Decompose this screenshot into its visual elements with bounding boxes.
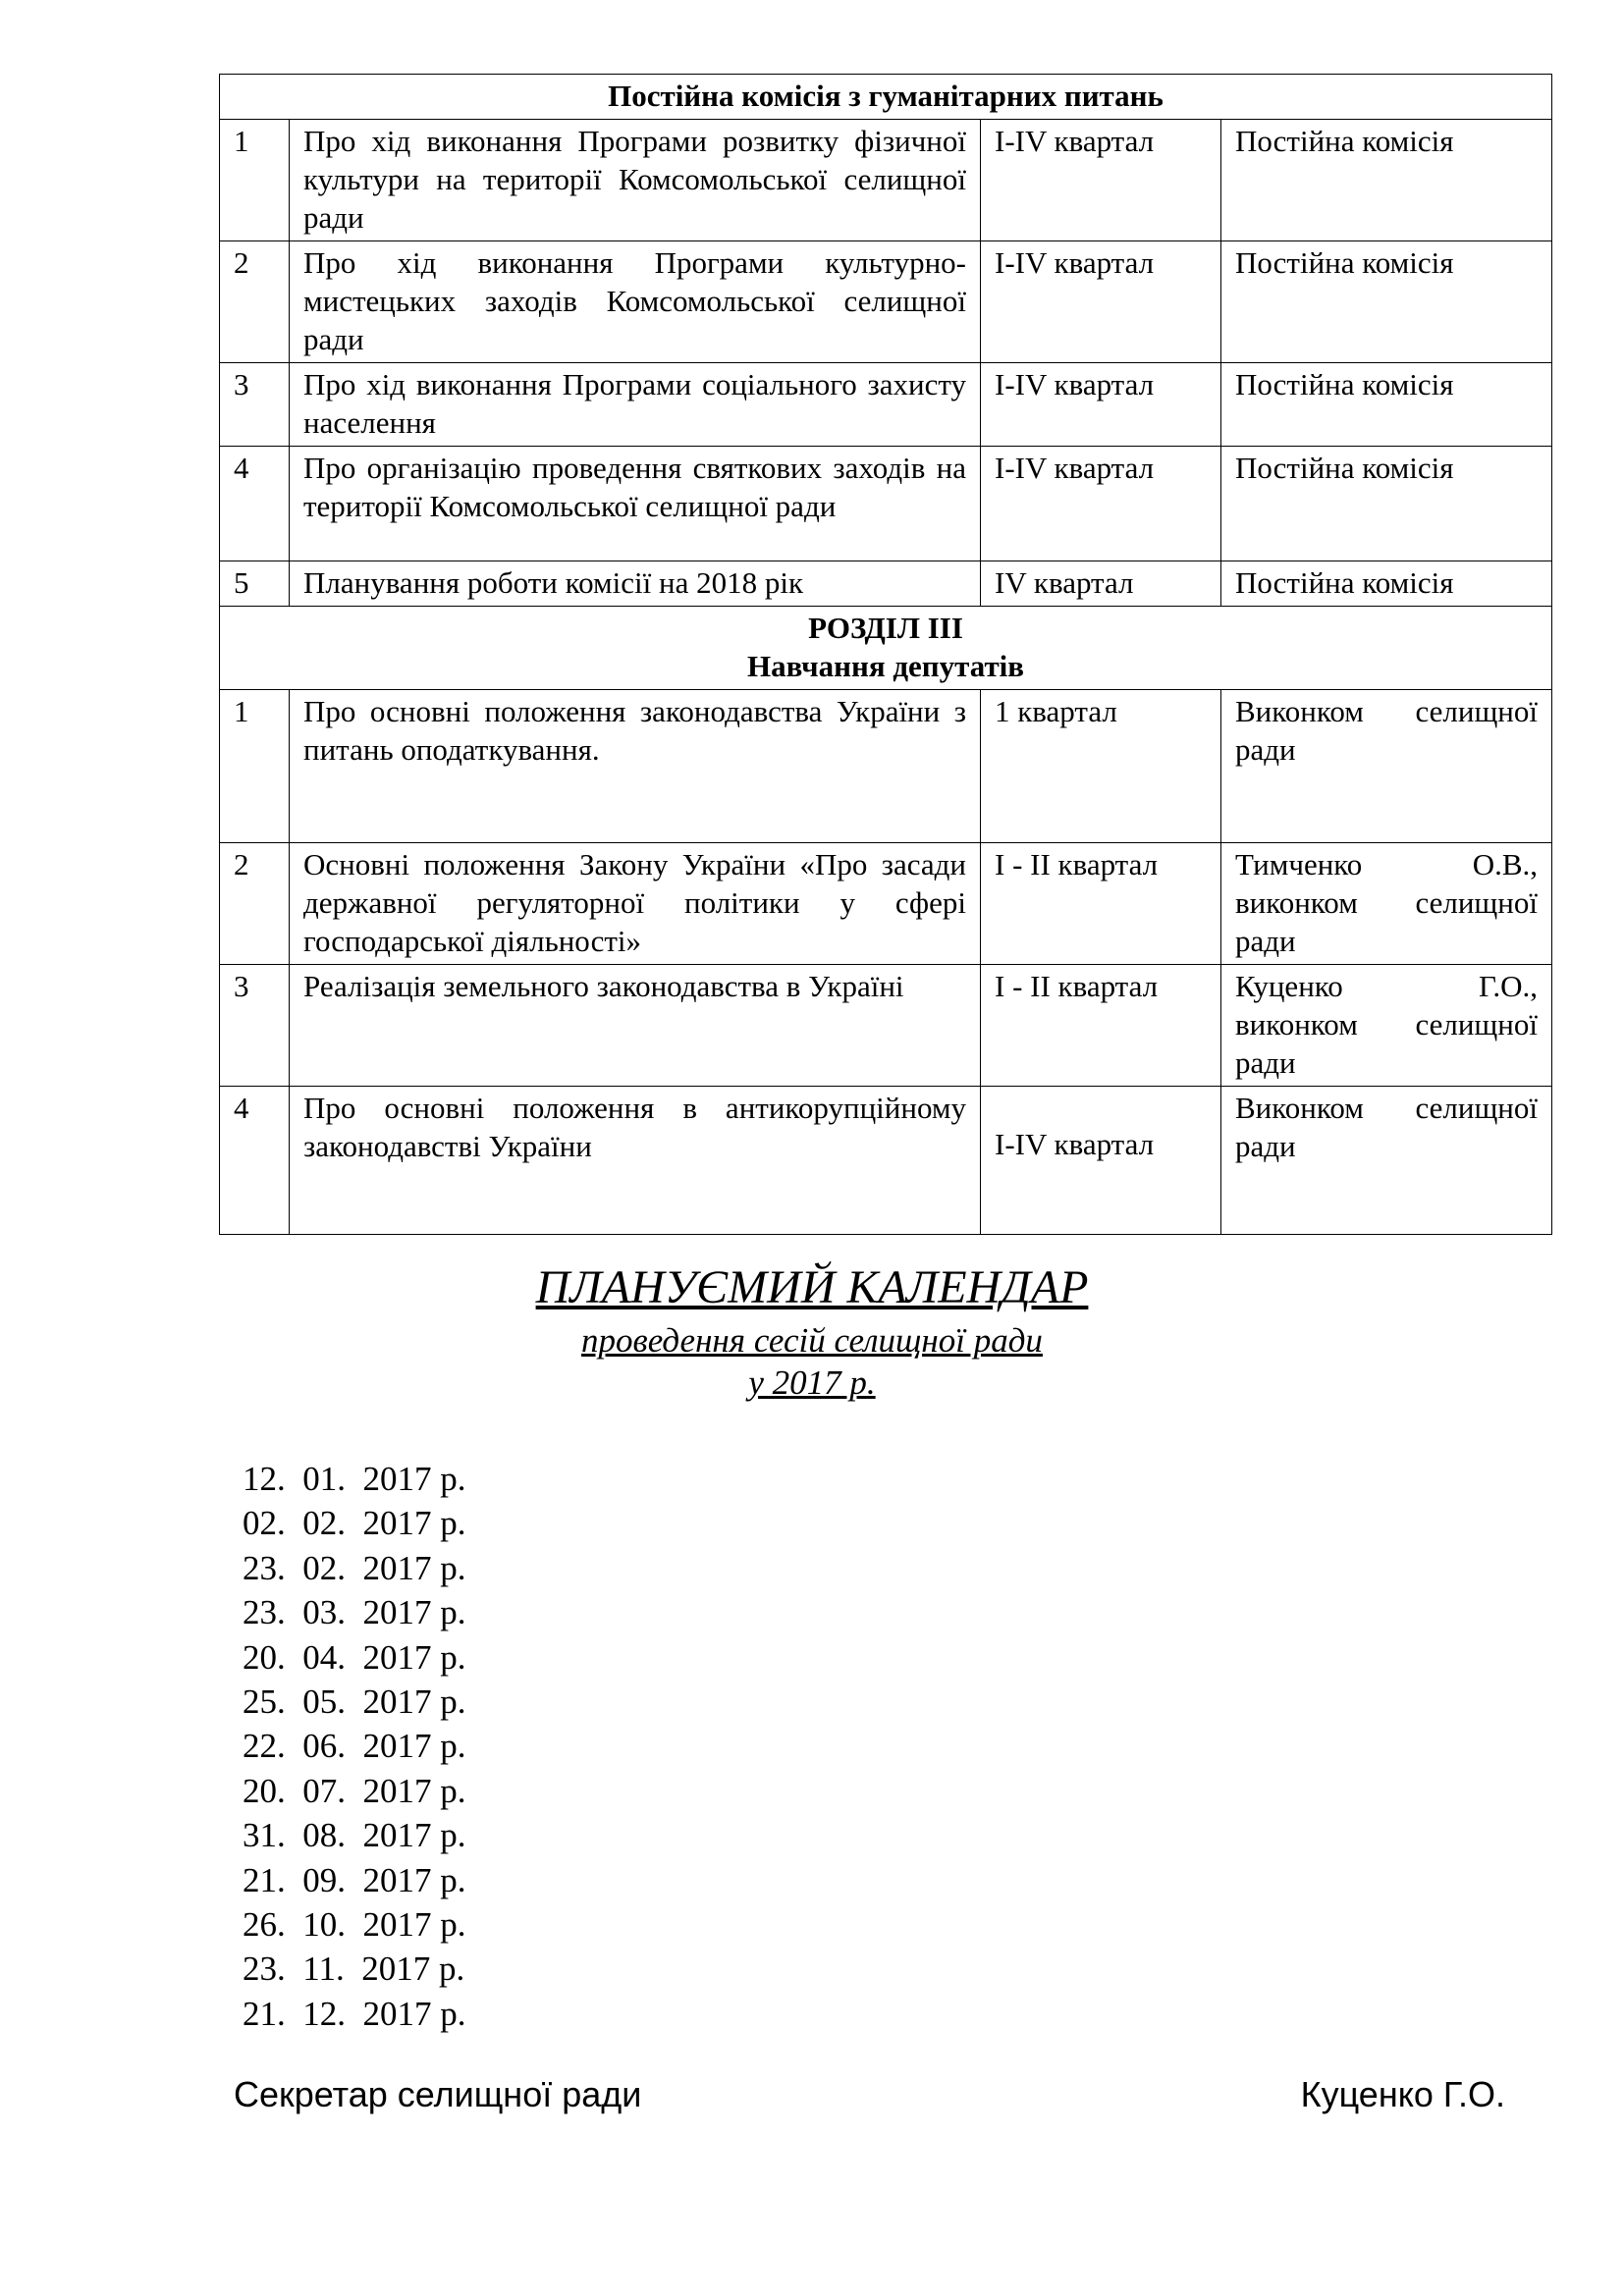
row-term: І-ІV квартал [981,241,1221,363]
calendar-title: ПЛАНУЄМИЙ КАЛЕНДАР [535,1261,1089,1313]
session-date: 22. 06. 2017 р. [243,1727,466,1766]
table-row [220,843,1552,965]
row-term: І - ІІ квартал [981,843,1221,965]
row-topic: Про організацію проведення святкових заходів на території Комсомольської селищної ради [290,447,981,561]
table-section-header-row [220,607,1552,690]
table-row [220,363,1552,447]
session-date: 20. 07. 2017 р. [243,1771,466,1810]
row-term: 1 квартал [981,690,1221,843]
session-date: 21. 09. 2017 р. [243,1860,466,1899]
row-topic: Про хід виконання Програми соціального захисту населення [290,363,981,447]
row-topic: Основні положення Закону України «Про засади державної регуляторної політики у сфері господарської діяльності» [290,843,981,965]
calendar-subtitle: проведення сесій селищної ради [581,1321,1043,1360]
row-term: І-ІV квартал [981,120,1221,241]
row-term: І-ІV квартал [981,447,1221,561]
row-number: 4 [220,1087,290,1235]
table-row [220,1087,1552,1235]
row-term-cell [981,1087,1221,1235]
session-date: 02. 02. 2017 р. [243,1504,466,1543]
row-number: 3 [220,363,290,447]
session-date: 20. 04. 2017 р. [243,1637,466,1677]
row-number: 1 [220,120,290,241]
row-responsible: Тимченко О.В., виконком селищної ради [1221,843,1552,965]
session-date: 25. 05. 2017 р. [243,1682,466,1721]
row-topic: Планування роботи комісії на 2018 рік [290,561,981,607]
row-topic: Про основні положення законодавства України з питань оподаткування. [290,690,981,843]
row-number: 5 [220,561,290,607]
calendar-year: у 2017 р. [748,1363,876,1402]
table-row [220,447,1552,561]
row-number: 2 [220,843,290,965]
row-responsible: Виконком селищної ради [1221,1087,1552,1235]
row-term: І-ІV квартал [981,363,1221,447]
row-topic: Реалізація земельного законодавства в Україні [290,965,981,1087]
session-date: 26. 10. 2017 р. [243,1904,466,1944]
row-number: 1 [220,690,290,843]
row-term: ІV квартал [981,561,1221,607]
row-responsible: Куценко Г.О., виконком селищної ради [1221,965,1552,1087]
section-header-training [220,607,1552,690]
row-number: 2 [220,241,290,363]
session-date: 21. 12. 2017 р. [243,1994,466,2033]
session-date: 23. 11. 2017 р. [243,1949,465,1989]
row-number: 3 [220,965,290,1087]
row-term: І-ІV квартал [995,1127,1155,1161]
session-date: 31. 08. 2017 р. [243,1816,466,1855]
table-row [220,561,1552,607]
row-responsible: Постійна комісія [1221,363,1552,447]
section-header-humanitarian: Постійна комісія з гуманітарних питань [220,75,1552,120]
table-section-header-row [220,75,1552,120]
signature-position: Секретар селищної ради [234,2074,642,2114]
row-topic: Про основні положення в антикорупційному законодавстві України [290,1087,981,1235]
row-responsible: Постійна комісія [1221,241,1552,363]
work-plan-table [219,74,1552,1235]
session-date: 23. 03. 2017 р. [243,1593,466,1632]
table-row [220,120,1552,241]
section-subtitle: Навчання депутатів [746,649,1025,683]
row-responsible: Виконком селищної ради [1221,690,1552,843]
session-date: 23. 02. 2017 р. [243,1548,466,1587]
row-responsible: Постійна комісія [1221,561,1552,607]
table-row [220,965,1552,1087]
table-row [220,241,1552,363]
row-responsible: Постійна комісія [1221,447,1552,561]
row-number: 4 [220,447,290,561]
row-topic: Про хід виконання Програми культурно-мистецьких заходів Комсомольської селищної ради [290,241,981,363]
session-date: 12. 01. 2017 р. [243,1460,466,1498]
row-topic: Про хід виконання Програми розвитку фізичної культури на території Комсомольської селищної ради [290,120,981,241]
row-responsible: Постійна комісія [1221,120,1552,241]
table-row [220,690,1552,843]
section-title: РОЗДІЛ ІІІ [808,611,963,645]
row-term: І - ІІ квартал [981,965,1221,1087]
signature-name: Куценко Г.О. [1300,2074,1505,2114]
session-dates-list [243,1457,466,2036]
